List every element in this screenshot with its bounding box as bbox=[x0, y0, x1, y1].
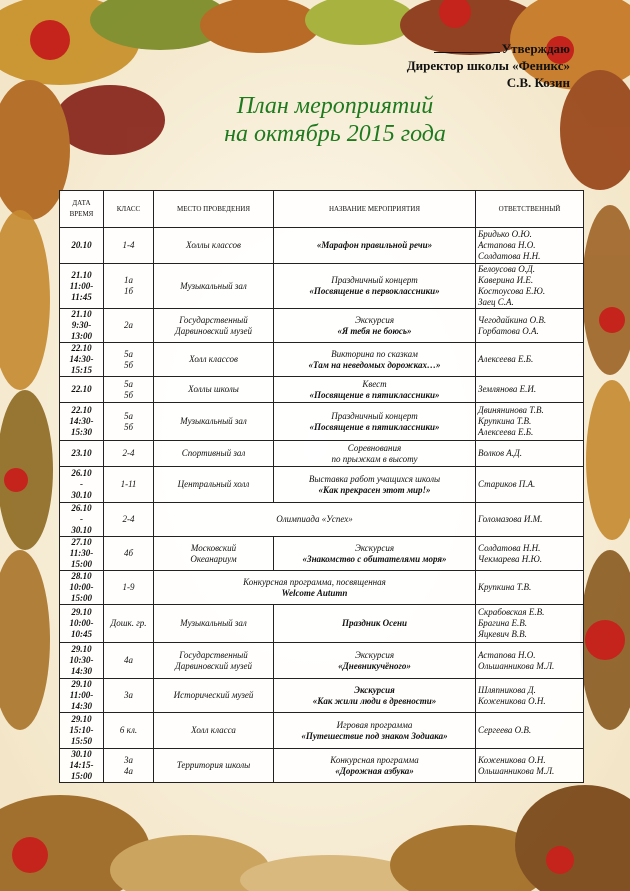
responsible-cell bbox=[476, 643, 584, 679]
responsible-cell bbox=[476, 264, 584, 309]
date-text: 10:45 bbox=[71, 629, 92, 639]
responsible-name: Стариков П.А. bbox=[478, 479, 536, 489]
event-cell bbox=[274, 679, 476, 713]
event-text: Квест bbox=[362, 378, 387, 389]
responsible-name: Сергеева О.В. bbox=[478, 725, 532, 735]
responsible-name: Горбатова О.А. bbox=[478, 325, 539, 336]
event-text: Экскурсия bbox=[354, 649, 395, 660]
table-row bbox=[60, 403, 584, 441]
date-text: 10:00- bbox=[69, 582, 94, 592]
place-text: Музыкальный зал bbox=[180, 280, 247, 291]
place-text: Территория школы bbox=[176, 760, 251, 770]
event-cell bbox=[274, 228, 476, 264]
date-cell bbox=[60, 537, 104, 571]
place-cell bbox=[154, 264, 274, 309]
page-title bbox=[150, 92, 520, 148]
responsible-name: Алексеева Е.Б. bbox=[478, 427, 534, 437]
class-cell bbox=[104, 467, 154, 503]
class-text: 4а bbox=[124, 655, 133, 665]
date-text: 29.10 bbox=[71, 679, 92, 689]
class-cell bbox=[104, 643, 154, 679]
responsible-name: Ольшанникова М.Л. bbox=[478, 765, 555, 776]
place-text: Холл классов bbox=[189, 354, 238, 364]
place-cell bbox=[154, 679, 274, 713]
event-text: Конкурсная программа, посвященная bbox=[243, 576, 386, 587]
approval-block bbox=[407, 40, 570, 91]
responsible-name: Чегодайкина О.В. bbox=[478, 314, 547, 325]
class-text: 4б bbox=[123, 548, 134, 558]
class-text: 1а bbox=[124, 275, 133, 285]
place-text: Холлы классов bbox=[186, 240, 241, 250]
event-cell bbox=[274, 264, 476, 309]
place-text: Дарвиновский музей bbox=[175, 660, 252, 671]
table-row bbox=[60, 713, 584, 749]
class-cell bbox=[104, 571, 154, 605]
schedule-table bbox=[59, 190, 584, 783]
approval-word: Утверждаю bbox=[501, 41, 570, 56]
event-title: «Дорожная азбука» bbox=[335, 765, 414, 776]
director-title: Директор школы «Феникс» bbox=[406, 58, 570, 73]
class-text: 1-9 bbox=[122, 582, 135, 592]
date-cell bbox=[60, 441, 104, 467]
responsible-name: Солдатова Н.Н. bbox=[478, 542, 541, 553]
responsible-name: Ольшанникова М.Л. bbox=[478, 660, 555, 671]
place-text: Исторический музей bbox=[173, 690, 254, 700]
event-cell bbox=[274, 713, 476, 749]
date-cell bbox=[60, 643, 104, 679]
place-text: Океанариум bbox=[190, 553, 237, 564]
responsible-cell bbox=[476, 343, 584, 377]
event-text: Welcome Autumn bbox=[281, 587, 348, 598]
date-text: 11:00- bbox=[69, 690, 94, 700]
table-row bbox=[60, 643, 584, 679]
date-text: 9:30- bbox=[71, 320, 92, 330]
responsible-cell bbox=[476, 679, 584, 713]
merged-event-cell bbox=[154, 571, 476, 605]
table-row bbox=[60, 679, 584, 713]
event-cell bbox=[274, 441, 476, 467]
table-row bbox=[60, 467, 584, 503]
place-text: Дарвиновский музей bbox=[175, 325, 252, 336]
date-text: 15:30 bbox=[71, 427, 92, 437]
date-text: 23.10 bbox=[71, 448, 92, 458]
event-title: Экскурсия bbox=[354, 684, 395, 695]
date-text: 10:30- bbox=[69, 655, 94, 665]
responsible-name: Крупкина Т.В. bbox=[478, 416, 532, 426]
table-row bbox=[60, 571, 584, 605]
event-cell bbox=[274, 377, 476, 403]
date-text: 11:30- bbox=[69, 548, 94, 558]
merged-event-cell bbox=[154, 503, 476, 537]
class-text: 2а bbox=[124, 320, 133, 330]
class-text: 3а bbox=[124, 754, 133, 765]
date-text: 22.10 bbox=[71, 343, 92, 353]
date-cell bbox=[60, 713, 104, 749]
responsible-name: Шляпникова Д. bbox=[478, 684, 536, 695]
place-cell bbox=[154, 403, 274, 441]
date-cell bbox=[60, 343, 104, 377]
event-cell bbox=[274, 343, 476, 377]
class-text: 2-4 bbox=[122, 514, 135, 524]
class-text: 5а bbox=[124, 410, 133, 421]
class-cell bbox=[104, 713, 154, 749]
responsible-name: Солдатова Н.Н. bbox=[478, 251, 541, 261]
event-text: Конкурсная программа bbox=[330, 754, 419, 765]
event-title: «Марафон правильной речи» bbox=[316, 240, 433, 250]
date-text: 26.10 bbox=[71, 503, 92, 513]
event-text: Викторина по сказкам bbox=[331, 348, 418, 359]
event-title: «Посвящение в пятиклассники» bbox=[309, 389, 440, 400]
event-cell bbox=[274, 537, 476, 571]
responsible-name: Крупкина Т.В. bbox=[478, 582, 532, 592]
date-text: 30.10 bbox=[71, 490, 92, 500]
event-text: Праздничный концерт bbox=[331, 275, 418, 285]
responsible-name: Волков А.Д. bbox=[478, 448, 522, 458]
place-text: Музыкальный зал bbox=[180, 416, 247, 426]
class-text: 2-4 bbox=[122, 448, 135, 458]
class-cell bbox=[104, 749, 154, 783]
event-title: «Я тебя не боюсь» bbox=[337, 325, 412, 336]
table-row bbox=[60, 343, 584, 377]
event-title: «Посвящение в первоклассники» bbox=[309, 286, 440, 296]
class-cell bbox=[104, 503, 154, 537]
class-cell bbox=[104, 377, 154, 403]
date-text: 30.10 bbox=[71, 749, 92, 759]
responsible-name: Чекмарева Н.Ю. bbox=[478, 553, 543, 564]
table-header-row bbox=[60, 191, 584, 228]
responsible-cell bbox=[476, 537, 584, 571]
date-text: 15:00 bbox=[71, 593, 92, 603]
event-title: Праздник Осени bbox=[341, 618, 408, 628]
event-cell bbox=[274, 309, 476, 343]
class-cell bbox=[104, 228, 154, 264]
place-cell bbox=[154, 441, 274, 467]
date-cell bbox=[60, 605, 104, 643]
responsible-name: Коженикова О.Н. bbox=[478, 695, 546, 706]
responsible-name: Бридько О.Ю. bbox=[478, 229, 532, 239]
responsible-cell bbox=[476, 503, 584, 537]
class-cell bbox=[104, 403, 154, 441]
responsible-name: Землянова Е.И. bbox=[478, 384, 537, 394]
table-row bbox=[60, 441, 584, 467]
responsible-name: Брагина Е.В. bbox=[478, 618, 528, 628]
date-text: 22.10 bbox=[71, 405, 92, 415]
responsible-name: Костоусова Е.Ю. bbox=[478, 286, 546, 296]
responsible-name: Каверина И.Е. bbox=[478, 275, 534, 285]
table-row bbox=[60, 228, 584, 264]
date-cell bbox=[60, 467, 104, 503]
date-text: 14:15- bbox=[69, 760, 94, 770]
responsible-cell bbox=[476, 228, 584, 264]
header-class: КЛАСС bbox=[104, 191, 154, 228]
place-cell bbox=[154, 749, 274, 783]
date-cell bbox=[60, 309, 104, 343]
event-text: Игровая программа bbox=[336, 719, 413, 730]
class-text: 5б bbox=[123, 359, 134, 370]
class-cell bbox=[104, 441, 154, 467]
date-text: 26.10 bbox=[71, 468, 92, 478]
class-cell bbox=[104, 343, 154, 377]
event-title: «Как прекрасен этот мир!» bbox=[318, 484, 431, 495]
place-cell bbox=[154, 467, 274, 503]
table-row bbox=[60, 503, 584, 537]
date-text: 14:30- bbox=[69, 354, 94, 364]
date-text: - bbox=[80, 514, 83, 524]
responsible-name: Астапова Н.О. bbox=[478, 240, 536, 250]
title-line-2: на октябрь 2015 года bbox=[224, 121, 446, 147]
date-text: 20.10 bbox=[71, 240, 92, 250]
responsible-name: Коженикова О.Н. bbox=[478, 754, 546, 765]
table-row bbox=[60, 377, 584, 403]
date-text: 15:15 bbox=[71, 365, 92, 375]
place-cell bbox=[154, 228, 274, 264]
date-text: 22.10 bbox=[71, 384, 92, 394]
director-name: С.В. Козин bbox=[506, 75, 570, 90]
class-cell bbox=[104, 537, 154, 571]
responsible-name: Заец С.А. bbox=[478, 297, 514, 307]
event-title: «Знакомство с обитателями моря» bbox=[302, 553, 447, 564]
date-text: 30.10 bbox=[71, 525, 92, 535]
responsible-cell bbox=[476, 377, 584, 403]
responsible-cell bbox=[476, 467, 584, 503]
header-date: ДАТА ВРЕМЯ bbox=[60, 191, 104, 228]
class-text: 1б bbox=[123, 286, 134, 296]
class-text: 5а bbox=[124, 378, 133, 389]
event-cell bbox=[274, 749, 476, 783]
date-text: 27.10 bbox=[71, 537, 92, 547]
class-text: 1-11 bbox=[120, 479, 137, 489]
responsible-cell bbox=[476, 571, 584, 605]
date-text: 11:00- bbox=[69, 280, 94, 291]
place-text: Московский bbox=[190, 542, 237, 553]
date-text: 21.10 bbox=[71, 269, 92, 280]
date-cell bbox=[60, 749, 104, 783]
table-row bbox=[60, 605, 584, 643]
date-text: 11:45 bbox=[71, 291, 92, 302]
responsible-cell bbox=[476, 441, 584, 467]
date-cell bbox=[60, 377, 104, 403]
responsible-name: Двинянинова Т.В. bbox=[478, 405, 544, 415]
date-cell bbox=[60, 679, 104, 713]
event-cell bbox=[274, 467, 476, 503]
date-cell bbox=[60, 264, 104, 309]
class-text: 4а bbox=[124, 765, 133, 776]
date-text: 13:00 bbox=[71, 331, 92, 341]
date-text: 14:30- bbox=[69, 416, 94, 426]
event-cell bbox=[274, 403, 476, 441]
date-text: - bbox=[80, 479, 83, 489]
schedule-body bbox=[60, 228, 584, 783]
place-text: Спортивный зал bbox=[181, 448, 246, 458]
date-text: 10:00- bbox=[69, 618, 94, 628]
place-cell bbox=[154, 343, 274, 377]
date-cell bbox=[60, 503, 104, 537]
place-cell bbox=[154, 713, 274, 749]
event-title: «Как жили люди в древности» bbox=[312, 695, 437, 706]
event-title: «Там на неведомых дорожках…» bbox=[308, 359, 441, 370]
responsible-cell bbox=[476, 749, 584, 783]
title-line-1: План мероприятий bbox=[236, 93, 434, 119]
event-text: Экскурсия bbox=[354, 314, 395, 325]
place-text: Государственный bbox=[179, 314, 248, 325]
place-cell bbox=[154, 377, 274, 403]
place-text: Центральный холл bbox=[177, 479, 250, 489]
responsible-name: Белоусова О.Д. bbox=[478, 264, 536, 274]
place-cell bbox=[154, 309, 274, 343]
date-text: 28.10 bbox=[71, 571, 92, 581]
place-text: Музыкальный зал bbox=[180, 618, 247, 628]
date-text: 15:00 bbox=[71, 559, 92, 569]
event-text: Соревнования bbox=[347, 442, 402, 453]
header-place: МЕСТО ПРОВЕДЕНИЯ bbox=[154, 191, 274, 228]
date-text: 29.10 bbox=[71, 644, 92, 654]
table-row bbox=[60, 749, 584, 783]
table-row bbox=[60, 309, 584, 343]
date-text: 29.10 bbox=[71, 714, 92, 724]
date-text: 29.10 bbox=[71, 607, 92, 617]
date-text: 15:10- bbox=[69, 725, 94, 735]
event-text: Праздничный концерт bbox=[331, 410, 418, 421]
event-cell bbox=[274, 605, 476, 643]
event-cell bbox=[274, 643, 476, 679]
class-text: 5б bbox=[123, 389, 134, 400]
class-text: 5б bbox=[123, 421, 134, 432]
place-cell bbox=[154, 605, 274, 643]
responsible-cell bbox=[476, 309, 584, 343]
responsible-cell bbox=[476, 403, 584, 441]
responsible-name: Голомазова И.М. bbox=[478, 514, 543, 524]
date-text: 14:30 bbox=[71, 701, 92, 711]
event-title: «Дневникучёного» bbox=[338, 660, 411, 671]
date-text: 14:30 bbox=[71, 666, 92, 676]
date-cell bbox=[60, 228, 104, 264]
responsible-name: Алексеева Е.Б. bbox=[478, 354, 534, 364]
table-row bbox=[60, 537, 584, 571]
date-text: 21.10 bbox=[71, 309, 92, 319]
date-cell bbox=[60, 571, 104, 605]
date-cell bbox=[60, 403, 104, 441]
place-cell bbox=[154, 537, 274, 571]
table-row bbox=[60, 264, 584, 309]
event-text: Олимпиада «Успех» bbox=[276, 514, 353, 524]
class-text: 6 кл. bbox=[119, 725, 138, 735]
event-text: Экскурсия bbox=[354, 542, 395, 553]
responsible-name: Астапова Н.О. bbox=[478, 649, 536, 660]
event-title: «Посвящение в пятиклассники» bbox=[309, 421, 440, 432]
class-text: 5а bbox=[124, 348, 133, 359]
header-responsible: ОТВЕТСТВЕННЫЙ bbox=[476, 191, 584, 228]
class-text: Дошк. гр. bbox=[110, 618, 147, 628]
class-text: 1-4 bbox=[122, 240, 135, 250]
event-text: по прыжкам в высоту bbox=[331, 453, 418, 464]
date-text: 15:00 bbox=[71, 771, 92, 781]
event-text: Выставка работ учащихся школы bbox=[308, 473, 441, 484]
date-text: 15:50 bbox=[71, 736, 92, 746]
responsible-cell bbox=[476, 605, 584, 643]
place-cell bbox=[154, 643, 274, 679]
class-cell bbox=[104, 264, 154, 309]
class-cell bbox=[104, 309, 154, 343]
responsible-name: Яцкевич В.В. bbox=[478, 629, 527, 639]
place-text: Холлы школы bbox=[188, 384, 239, 394]
class-cell bbox=[104, 679, 154, 713]
event-title: «Путешествие под знаком Зодиака» bbox=[301, 730, 448, 741]
responsible-cell bbox=[476, 713, 584, 749]
class-text: 3а bbox=[124, 690, 133, 700]
place-text: Государственный bbox=[179, 649, 248, 660]
responsible-name: Скрабовская Е.В. bbox=[478, 607, 545, 617]
header-event: НАЗВАНИЕ МЕРОПРИЯТИЯ bbox=[274, 191, 476, 228]
place-text: Холл класса bbox=[191, 725, 236, 735]
signature-line bbox=[434, 40, 500, 53]
class-cell bbox=[104, 605, 154, 643]
